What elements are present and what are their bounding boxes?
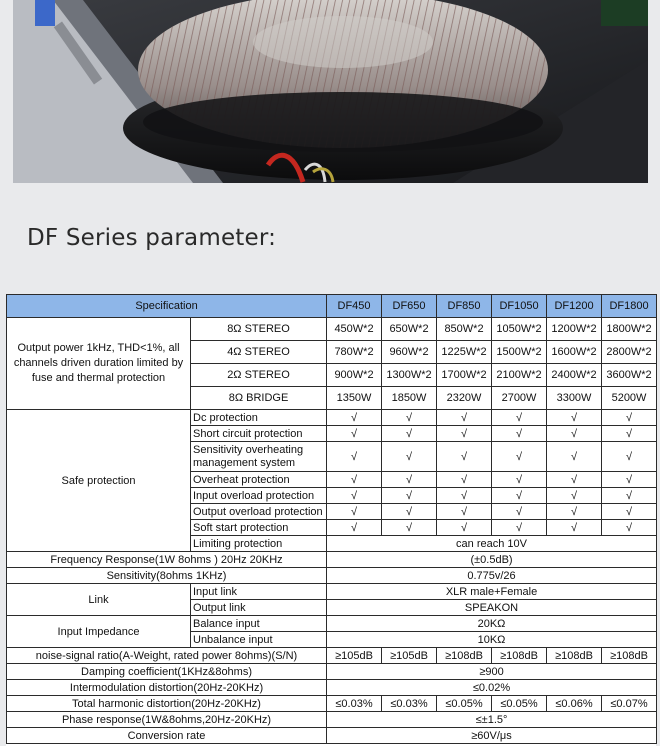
- check-mark: √: [382, 520, 437, 536]
- power-value: 1800W*2: [602, 318, 657, 341]
- table-row: [7, 712, 657, 728]
- power-value: 850W*2: [437, 318, 492, 341]
- power-value: 1200W*2: [547, 318, 602, 341]
- noise-ratio-value: ≥105dB: [382, 648, 437, 664]
- power-value: 3300W: [547, 387, 602, 410]
- input-impedance-label: Input Impedance: [7, 616, 191, 648]
- table-row: [7, 318, 657, 341]
- thd-value: ≤0.05%: [437, 696, 492, 712]
- table-row: [7, 568, 657, 584]
- intermod-label: Intermodulation distortion(20Hz-20KHz): [7, 680, 327, 696]
- check-mark: √: [602, 472, 657, 488]
- check-mark: √: [547, 488, 602, 504]
- power-mode: 8Ω BRIDGE: [191, 387, 327, 410]
- thd-value: ≤0.03%: [382, 696, 437, 712]
- balance-input-value: 20KΩ: [327, 616, 657, 632]
- thd-value: ≤0.03%: [327, 696, 382, 712]
- power-value: 1850W: [382, 387, 437, 410]
- header-model: DF850: [437, 295, 492, 318]
- protection-item: Limiting protection: [191, 536, 327, 552]
- unbalance-input-label: Unbalance input: [191, 632, 327, 648]
- check-mark: √: [327, 504, 382, 520]
- power-value: 1600W*2: [547, 341, 602, 364]
- power-value: 1350W: [327, 387, 382, 410]
- check-mark: √: [492, 520, 547, 536]
- thd-label: Total harmonic distortion(20Hz-20KHz): [7, 696, 327, 712]
- check-mark: √: [382, 472, 437, 488]
- protection-item: Sensitivity overheating management system: [191, 442, 327, 472]
- check-mark: √: [327, 426, 382, 442]
- thd-value: ≤0.07%: [602, 696, 657, 712]
- header-model: DF1800: [602, 295, 657, 318]
- check-mark: √: [492, 426, 547, 442]
- phase-label: Phase response(1W&8ohms,20Hz-20KHz): [7, 712, 327, 728]
- thd-value: ≤0.06%: [547, 696, 602, 712]
- check-mark: √: [327, 410, 382, 426]
- limiting-value: can reach 10V: [327, 536, 657, 552]
- check-mark: √: [327, 442, 382, 472]
- input-link-label: Input link: [191, 584, 327, 600]
- check-mark: √: [382, 410, 437, 426]
- noise-ratio-value: ≥105dB: [327, 648, 382, 664]
- sensitivity-value: 0.775v/26: [327, 568, 657, 584]
- conversion-value: ≥60V/μs: [327, 728, 657, 744]
- noise-ratio-value: ≥108dB: [437, 648, 492, 664]
- power-value: 2320W: [437, 387, 492, 410]
- check-mark: √: [547, 426, 602, 442]
- balance-input-label: Balance input: [191, 616, 327, 632]
- check-mark: √: [382, 488, 437, 504]
- power-value: 1050W*2: [492, 318, 547, 341]
- check-mark: √: [602, 488, 657, 504]
- protection-item: Overheat protection: [191, 472, 327, 488]
- check-mark: √: [602, 520, 657, 536]
- check-mark: √: [492, 504, 547, 520]
- check-mark: √: [492, 488, 547, 504]
- output-power-label: Output power 1kHz, THD<1%, all channels driven duration limited by fuse and thermal protection: [7, 318, 191, 410]
- power-value: 650W*2: [382, 318, 437, 341]
- input-link-value: XLR male+Female: [327, 584, 657, 600]
- damping-value: ≥900: [327, 664, 657, 680]
- check-mark: √: [602, 504, 657, 520]
- header-model: DF1050: [492, 295, 547, 318]
- noise-ratio-label: noise-signal ratio(A-Weight, rated power 8ohms)(S/N): [7, 648, 327, 664]
- check-mark: √: [437, 410, 492, 426]
- power-value: 900W*2: [327, 364, 382, 387]
- check-mark: √: [602, 426, 657, 442]
- check-mark: √: [327, 472, 382, 488]
- table-row: [7, 552, 657, 568]
- safe-protection-label: Safe protection: [7, 410, 191, 552]
- sensitivity-label: Sensitivity(8ohms 1KHz): [7, 568, 327, 584]
- check-mark: √: [602, 410, 657, 426]
- unbalance-input-value: 10KΩ: [327, 632, 657, 648]
- power-value: 1700W*2: [437, 364, 492, 387]
- table-row: [7, 728, 657, 744]
- table-row: [7, 648, 657, 664]
- page-title: DF Series parameter:: [27, 225, 277, 251]
- check-mark: √: [382, 504, 437, 520]
- header-model: DF650: [382, 295, 437, 318]
- check-mark: √: [547, 472, 602, 488]
- power-value: 2800W*2: [602, 341, 657, 364]
- power-value: 780W*2: [327, 341, 382, 364]
- power-mode: 4Ω STEREO: [191, 341, 327, 364]
- power-value: 2400W*2: [547, 364, 602, 387]
- power-value: 2700W: [492, 387, 547, 410]
- link-label: Link: [7, 584, 191, 616]
- phase-value: ≤±1.5°: [327, 712, 657, 728]
- conversion-label: Conversion rate: [7, 728, 327, 744]
- power-mode: 8Ω STEREO: [191, 318, 327, 341]
- power-mode: 2Ω STEREO: [191, 364, 327, 387]
- power-value: 1225W*2: [437, 341, 492, 364]
- noise-ratio-value: ≥108dB: [492, 648, 547, 664]
- noise-ratio-value: ≥108dB: [547, 648, 602, 664]
- check-mark: √: [327, 520, 382, 536]
- check-mark: √: [327, 488, 382, 504]
- product-photo: [13, 0, 648, 183]
- check-mark: √: [382, 426, 437, 442]
- spec-table-wrap: [6, 294, 656, 746]
- power-value: 960W*2: [382, 341, 437, 364]
- check-mark: √: [437, 504, 492, 520]
- check-mark: √: [492, 472, 547, 488]
- noise-ratio-value: ≥108dB: [602, 648, 657, 664]
- header-spec: Specification: [7, 295, 327, 318]
- spec-table: [6, 294, 657, 744]
- table-row: [7, 664, 657, 680]
- intermod-value: ≤0.02%: [327, 680, 657, 696]
- check-mark: √: [547, 520, 602, 536]
- power-value: 1500W*2: [492, 341, 547, 364]
- power-value: 1300W*2: [382, 364, 437, 387]
- power-value: 5200W: [602, 387, 657, 410]
- protection-item: Output overload protection: [191, 504, 327, 520]
- power-value: 450W*2: [327, 318, 382, 341]
- table-row: [7, 410, 657, 426]
- protection-item: Input overload protection: [191, 488, 327, 504]
- power-value: 2100W*2: [492, 364, 547, 387]
- protection-item: Short circuit protection: [191, 426, 327, 442]
- check-mark: √: [437, 426, 492, 442]
- check-mark: √: [602, 442, 657, 472]
- check-mark: √: [547, 410, 602, 426]
- output-link-value: SPEAKON: [327, 600, 657, 616]
- table-row: [7, 616, 657, 632]
- check-mark: √: [382, 442, 437, 472]
- thd-value: ≤0.05%: [492, 696, 547, 712]
- table-row: [7, 680, 657, 696]
- check-mark: √: [437, 472, 492, 488]
- check-mark: √: [437, 442, 492, 472]
- check-mark: √: [547, 442, 602, 472]
- freq-response-label: Frequency Response(1W 8ohms ) 20Hz 20KHz: [7, 552, 327, 568]
- header-model: DF1200: [547, 295, 602, 318]
- protection-item: Soft start protection: [191, 520, 327, 536]
- freq-response-value: (±0.5dB): [327, 552, 657, 568]
- table-row: [7, 696, 657, 712]
- damping-label: Damping coefficient(1KHz&8ohms): [7, 664, 327, 680]
- check-mark: √: [492, 410, 547, 426]
- power-value: 3600W*2: [602, 364, 657, 387]
- output-link-label: Output link: [191, 600, 327, 616]
- check-mark: √: [437, 488, 492, 504]
- amplifier-transformer-image: [13, 0, 648, 183]
- table-row: [7, 584, 657, 600]
- header-model: DF450: [327, 295, 382, 318]
- check-mark: √: [547, 504, 602, 520]
- check-mark: √: [437, 520, 492, 536]
- header-row: [7, 295, 657, 318]
- protection-item: Dc protection: [191, 410, 327, 426]
- check-mark: √: [492, 442, 547, 472]
